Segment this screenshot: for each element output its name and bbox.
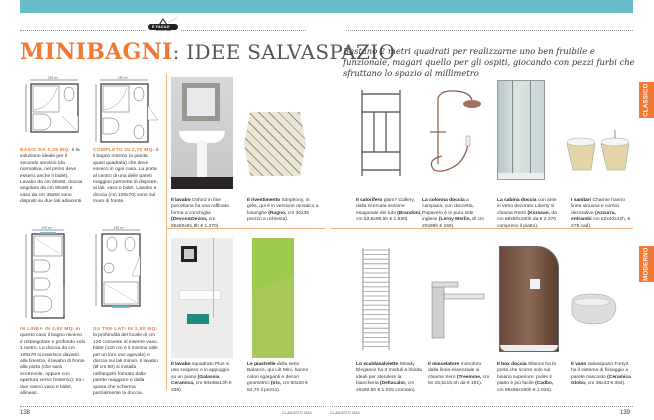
product-caption: La colonna doccia a campana, con doccetta, Papavero è in puro stile inglese (Leroy Merlin, Ø cm 20x98h € 159). <box>422 198 484 229</box>
header-rule-left <box>20 30 146 31</box>
product-image-colonna-doccia <box>422 86 484 178</box>
product-caption: Il vaso salvaspazio Forty3 ha il sistema di fissaggio a parete nascosto (Ceramica Globo, cm 36x43 € 354). <box>571 362 631 387</box>
floorplan-su-tre-lati <box>92 226 148 312</box>
page-title <box>20 41 395 64</box>
product-caption: Il miscelatore monoforo dalla linea essenziale si chiama Xero (Treemme, cm 5x 15,5x15,4h da € 191). <box>428 362 490 387</box>
product-image-sanitari <box>563 128 633 176</box>
footer-rule-left <box>20 406 326 407</box>
divider-left-vertical <box>166 74 167 390</box>
top-color-bar-left <box>20 0 330 13</box>
page-number-left: 138 <box>20 410 31 416</box>
product-image-cabina-doccia <box>497 80 545 180</box>
badge-sub: PROGETTARE <box>156 30 172 32</box>
product-caption: Lo scaldasalviette Steady Elegance ha 3 moduli a ribalta ideali per stendere la biancheria (Deltacalor, cm 46x90,5h € 1.025 cromato). <box>356 362 422 393</box>
dim-label: 150 cm <box>48 76 58 80</box>
top-color-bar-right <box>330 0 633 13</box>
product-caption: Le piastrelle della serie Balance, qui Lilt Mini, hanno colori sgarganti e decori geometrici (Iris, cm 60x20 € 54,70 il pezzo). <box>247 362 309 393</box>
section-badge <box>146 17 180 33</box>
product-caption: Il rivestimento Simphony, in grès, qui è in versione mosaico a losanghe (Ragno, cm 30x35 prezzo a richiesta). <box>247 198 319 223</box>
floorplan-in-linea-caption <box>20 327 86 397</box>
floorplan-text: è la soluzione ideale per il secondo servizio (da normativa, nel primo deve esserci anche il bidet). Lavabo da cm 60x50, doccia angolare da cm 80x80 e vaso da cm 35x50 sono disposti su due lati adiacenti. <box>20 148 83 205</box>
floorplan-basic <box>22 76 84 138</box>
floorplan-completo <box>92 76 158 148</box>
product-image-scaldasalviette <box>360 246 392 352</box>
floorplan-su-tre-lati-caption <box>93 327 159 397</box>
tab-classico: CLASSICO <box>639 82 654 118</box>
page-number-right: 139 <box>620 410 631 416</box>
product-image-miscelatore <box>428 280 486 340</box>
dim-label: 150 cm <box>118 76 128 80</box>
product-image-mosaic-tiles <box>244 112 306 176</box>
product-image-calorifero <box>358 88 404 180</box>
product-caption: Il box doccia Silanus ha la porta che scorre solo sul binario superiore: pulire il piatto è più facile (Cadbo, cm 96x96x190h € 2.025). <box>497 362 556 393</box>
product-caption: Il lavabo squadrato Plus si usa sospeso o in appoggio su un piano (Galassia Ceramica, cm 60x48x13h € 338). <box>171 362 232 393</box>
magazine-footer-right: CL AGOSTO 2014 <box>330 411 360 415</box>
dim-label: 100 cm <box>42 226 52 230</box>
footer-rule-right <box>330 406 633 407</box>
tab-moderno: MODERNO <box>639 246 654 282</box>
title-light: : IDEE SALVASPAZIO <box>172 40 396 64</box>
intro-text: Bastano 2 metri quadrati per realizzarne uno ben fruibile e funzionale, magari quello per gli ospiti, giocando con pezzi furbi che sfruttano lo spazio al millimetro <box>343 46 635 78</box>
product-image-green-tiles <box>252 238 294 358</box>
product-caption: I sanitari Charme hanno linea sinuosa e cornici decorative (Azzurra, entrambi cm 52x40x42h, € 279 cad). <box>571 198 631 229</box>
floorplan-heading: SU TRE LATI IN 2,80 MQ: <box>93 327 158 332</box>
floorplan-heading: COMPLETO IN 2,70 MQ: <box>93 148 155 153</box>
magazine-footer-left: CL AGOSTO 2014 <box>282 411 312 415</box>
title-bold: MINIBAGNI <box>20 39 173 65</box>
product-image-lavabo-plus <box>171 238 233 358</box>
product-image-vaso-sospeso <box>568 292 618 328</box>
floorplan-in-linea <box>22 226 72 322</box>
floorplan-heading: IN LINEA IN 2,60 MQ: <box>20 327 75 332</box>
header-rule-left2 <box>181 30 306 31</box>
floorplan-basic-caption <box>20 148 84 206</box>
floorplan-text: la profondità del locale di cm 120 consente di inserire vaso, bidet (120 cm è il minimo utile per un loro uso agevole) e doccia sui lati minori. Il lavabo (Ø cm 50) si installa nell'angolo formato dalla parete maggiore e dalla quinta che scherma parzialmente la doccia. <box>93 333 158 397</box>
badge-label: È FACILE <box>152 25 170 29</box>
floorplan-text: in questo caso il bagno minimo è rettangolare e profondo solo 1 metro. La doccia da cm 100x70 si inserisce davanti alla finestra, il lavabo di fronte alla porta (che sarà scorrevole, oppure con apertura verso l'esterno); tra i due vanno vaso e bidet, allineati. <box>20 327 86 397</box>
product-caption: Il lavabo Oxford in fine porcellana ha una raffinata forma a conchiglia (Devon&Devon, cm 65x50x91,5h € 1.270). <box>171 198 229 229</box>
product-caption: Il calorifero glam? Gallery, dalla ricercata sezione esagonale dei tubi (Brandoni, cm 52,8x99,6h € 1.830). <box>356 198 422 223</box>
product-image-box-doccia <box>499 246 559 352</box>
floorplan-text: è il bagno minimo (a pianta quasi quadrata) che deve esserci in ogni casa. La porta al centro di una delle pareti maggiori permette di disporre, ai lati, vaso e bidet. Lavabo e doccia (cm 100x70) sono sul muro di fronte. <box>93 148 159 205</box>
floorplan-completo-caption <box>93 148 159 206</box>
product-image-lavabo-oxford <box>171 77 233 189</box>
dim-label: 120 cm <box>114 226 124 230</box>
header-rule-right <box>346 30 633 31</box>
product-caption: La cabina doccia con ante in vetro decorato Liberty si chiama Retrò (Korasan, da cm 88x80x180h da € 2.370 compreso il piatto). <box>497 198 557 229</box>
floorplan-heading: BASIC DA 2,25 MQ: <box>20 148 71 153</box>
